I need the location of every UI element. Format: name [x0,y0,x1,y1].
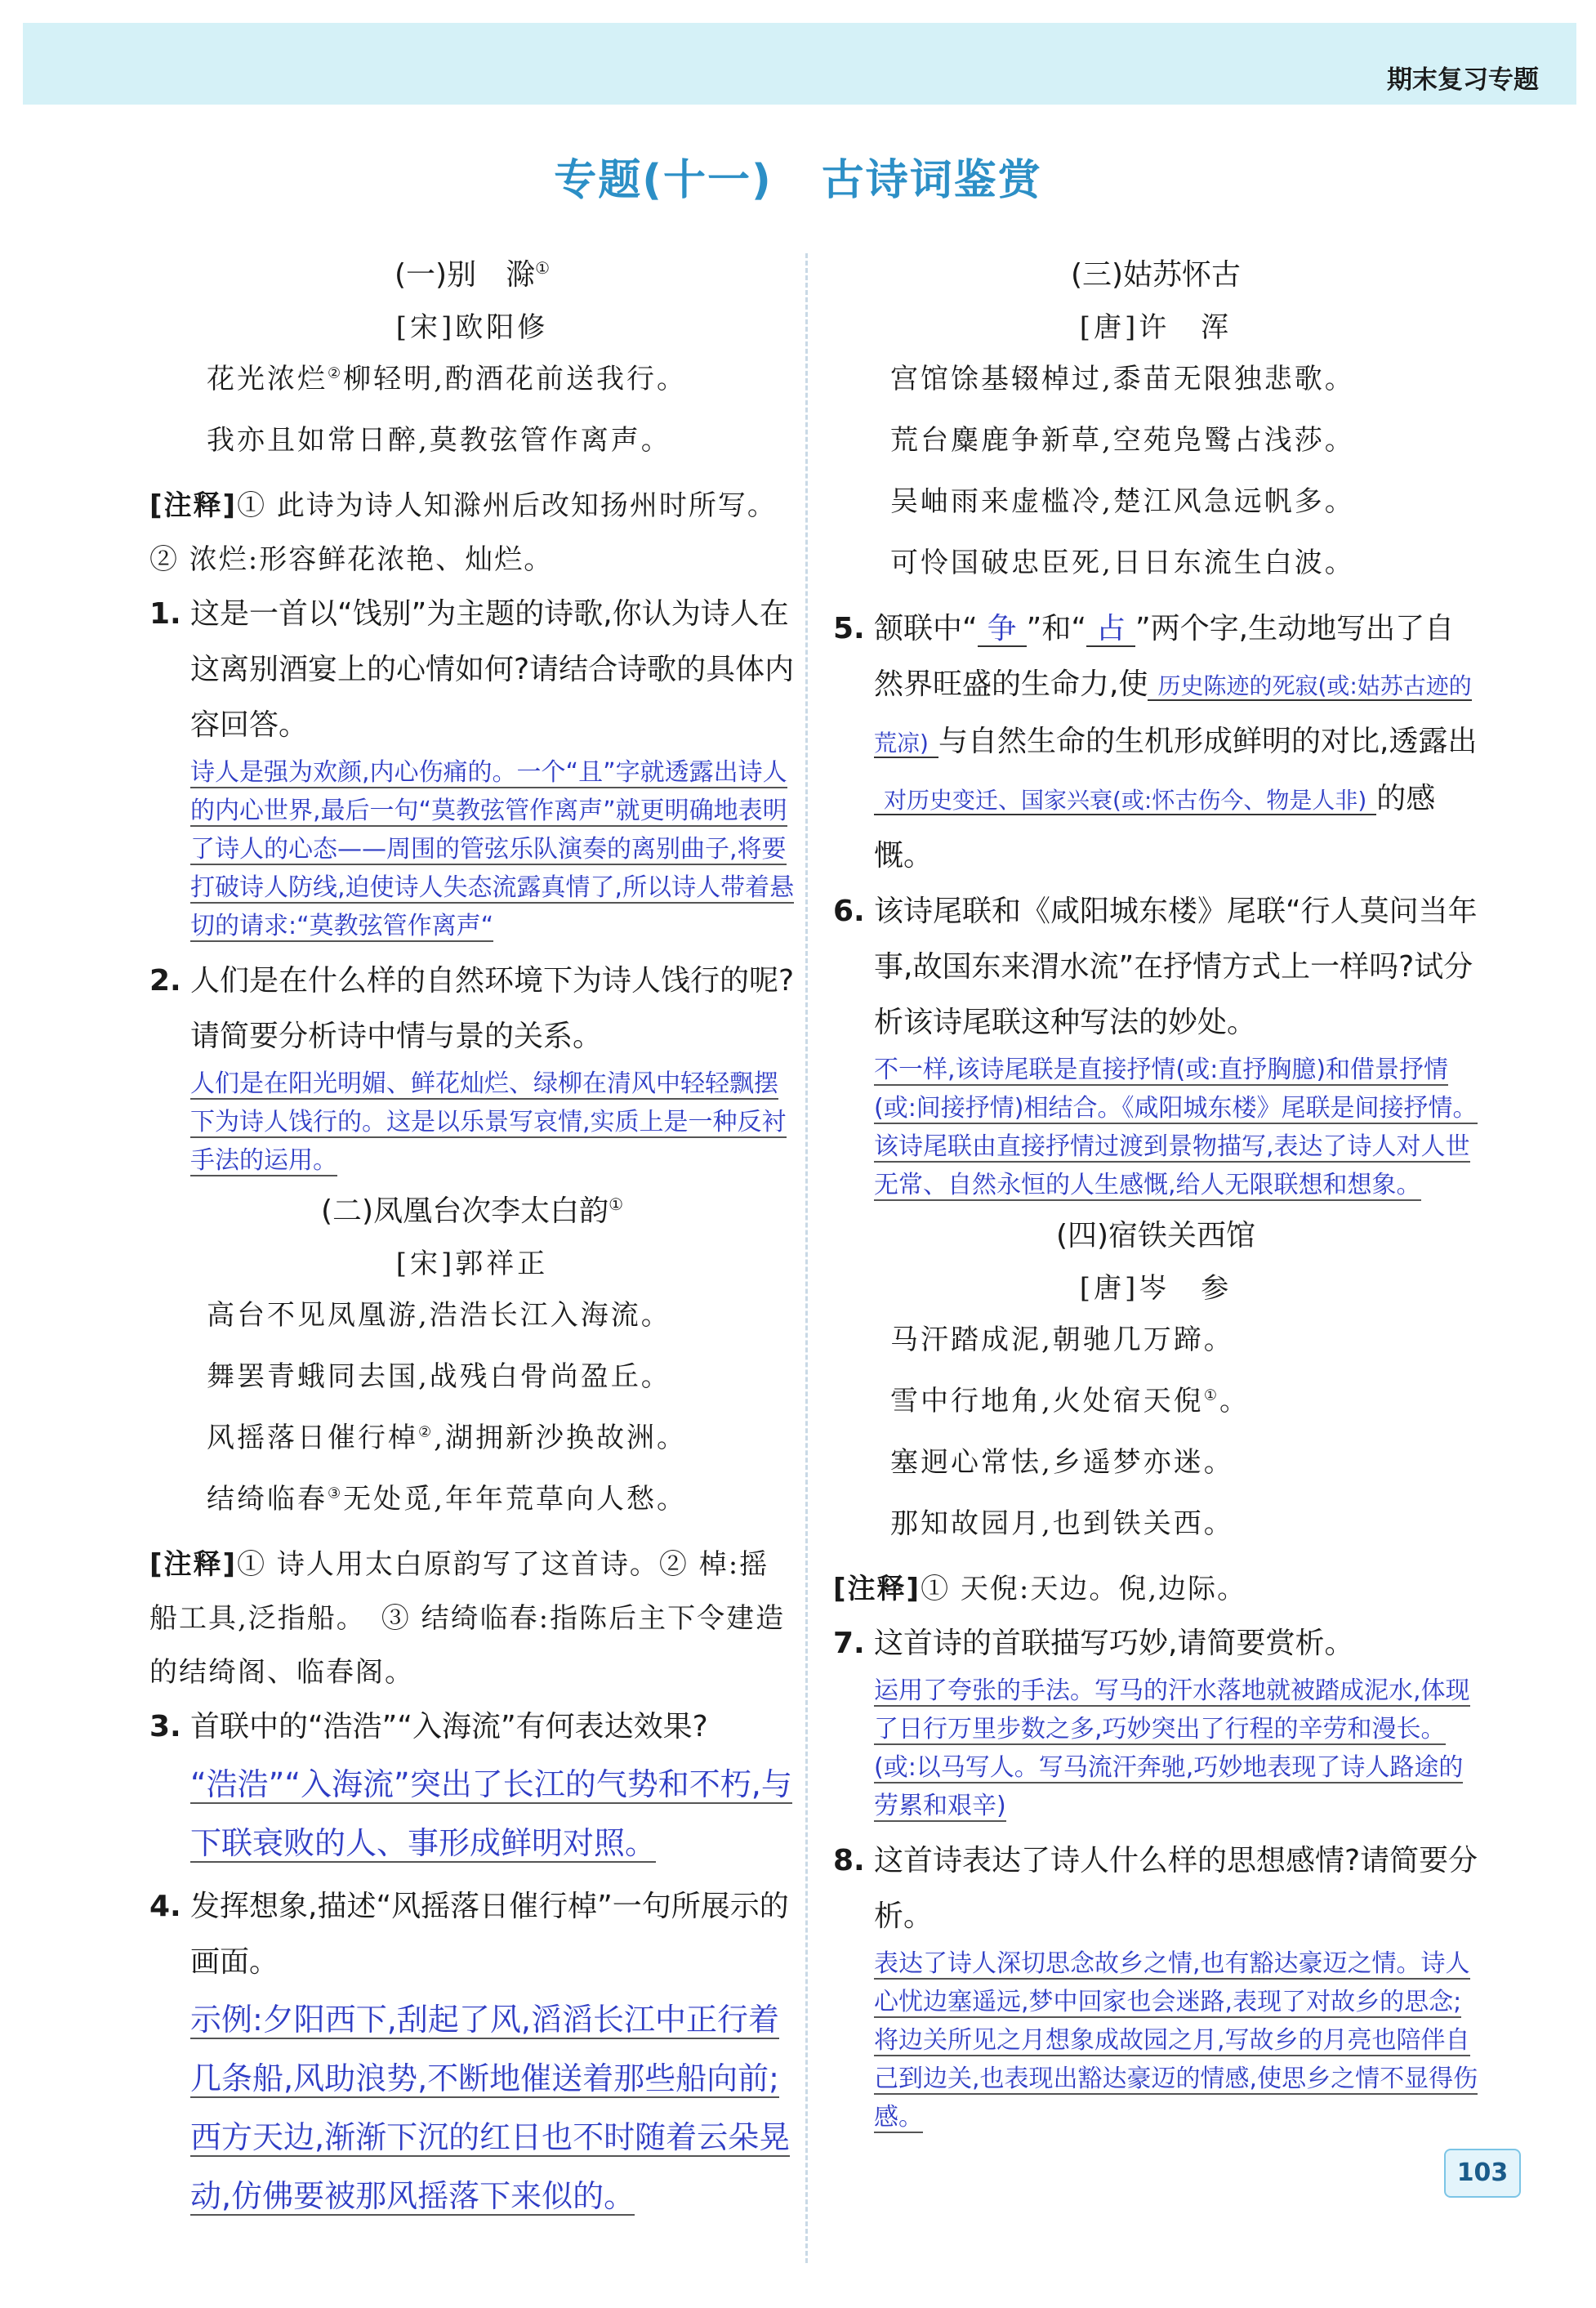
answer-8: 表达了诗人深切思念故乡之情,也有豁达豪迈之情。诗人心忧边塞遥远,梦中回家也会迷路,表现了对故乡的思念;将边关所见之月想象成故园之月,写故乡的月亮也陪伴自己到边关,也表现出豁达豪迈的情感,使思乡之情不显得伤感。 [874,1949,1478,2132]
poem4-title: (四)宿铁关西馆 [1055,1219,1256,1252]
poem2-line: 舞罢青蛾同去国,战残白骨尚盈丘。 [207,1360,671,1393]
question-2: 2. 人们是在什么样的自然环境下为诗人饯行的呢?请简要分析诗中情与景的关系。 [149,964,795,1053]
answer-6: 不一样,该诗尾联是直接抒情(或:直抒胸臆)和借景抒情(或:间接抒情)相结合。《咸阳城东楼》尾联是间接抒情。该诗尾联由直接抒情过渡到景物描写,表达了诗人对人世无常、自然永恒的人生感慨,给人无限联想和想象。 [874,1056,1478,1199]
question-4: 4. 发挥想象,描述“风摇落日催行棹”一句所展示的画面。 [149,1890,789,1979]
question-7: 7. 这首诗的首联描写巧妙,请简要赏析。 [833,1627,1354,1660]
blank-1: 争 [978,612,1027,647]
poem2-author: [宋]郭祥正 [395,1248,549,1280]
poem3-line: 宫馆馀基辍棹过,黍苗无限独悲歌。 [890,363,1355,395]
poem4-line: 塞迥心常怯,乡遥梦亦迷。 [890,1446,1234,1479]
poem3-line: 吴岫雨来虚槛冷,楚江风急远帆多。 [890,485,1355,518]
question-3: 3. 首联中的“浩浩”“入海流”有何表达效果? [149,1710,708,1743]
question-5: 5. 颔联中“ 争 ”和“ 占 ”两个字,生动地写出了自然界旺盛的生命力,使 历史陈迹的死寂(或:姑苏古迹的荒凉) 与自然生命的生机形成鲜明的对比,透露出对历史变迁、国家兴衰(或:怀古伤今、物是人非) 的感慨。 [833,612,1478,873]
poem3-line: 可怜国破忠臣死,日日东流生白波。 [890,547,1355,579]
right-column [833,245,1478,2145]
poem2-line: 风摇落日催行棹②,湖拥新沙换故洲。 [207,1422,687,1454]
answer-7: 运用了夸张的手法。写马的汗水落地就被踏成泥水,体现了日行万里步数之多,巧妙突出了行程的辛劳和漫长。(或:以马写人。写马流汗奔驰,巧妙地表现了诗人路途的劳累和艰辛) [874,1676,1470,1820]
page-title [0,145,1596,207]
poem3-title: (三)姑苏怀古 [1070,258,1242,292]
blank-4: 对历史变迁、国家兴衰(或:怀古伤今、物是人非) [874,787,1376,815]
title-main: 专题(十一) [554,156,773,205]
answer-3: “浩浩”“入海流”突出了长江的气势和不朽,与下联衰败的人、事形成鲜明对照。 [190,1766,792,1861]
answer-4: 示例:夕阳西下,刮起了风,滔滔长江中正行着几条船,风助浪势,不断地催送着那些船向前;西方天边,渐渐下沉的红日也不时随着云朵晃动,仿佛要被那风摇落下来似的。 [190,2002,791,2214]
poem2-line: 高台不见凤凰游,浩浩长江入海流。 [207,1299,671,1332]
poem3-author: [唐]许 浑 [1079,311,1233,344]
blank-2: 占 [1086,612,1135,647]
question-6: 6. 该诗尾联和《咸阳城东楼》尾联“行人莫问当年事,故国东来渭水流”在抒情方式上一样吗?试分析该诗尾联这种写法的妙处。 [833,895,1478,1039]
page-number: 103 [1444,2149,1521,2198]
blank-3: 历史陈迹的死寂(或:姑苏古迹的荒凉) [874,672,1472,757]
answer-2: 人们是在阳光明媚、鲜花灿烂、绿柳在清风中轻轻飘摆下为诗人饯行的。这是以乐景写哀情,实质上是一种反衬手法的运用。 [190,1069,787,1175]
column-divider [805,253,808,2263]
poem1-author: [宋]欧阳修 [395,311,549,344]
header-bar [23,23,1576,105]
question-1: 1. 这是一首以“饯别”为主题的诗歌,你认为诗人在这离别酒宴上的心情如何?请结合诗歌的具体内容回答。 [149,597,795,742]
poem1-line: 我亦且如常日醉,莫教弦管作离声。 [207,424,671,457]
poem2-line: 结绮临春③无处觅,年年荒草向人愁。 [207,1483,687,1516]
poem1-title: (一)别 滁① [394,258,551,292]
poem2-note: [注释]① 诗人用太白原韵写了这首诗。② 棹:摇船工具,泛指船。 ③ 结绮临春:指陈后主下令建造的结绮阁、临春阁。 [149,1548,786,1689]
answer-1: 诗人是强为欢颜,内心伤痛的。一个“且”字就透露出诗人的内心世界,最后一句“莫教弦管作离声”就更明确地表明了诗人的心态——周围的管弦乐队演奏的离别曲子,将要打破诗人防线,迫使诗人失态流露真情了,所以诗人带着悬切的请求:“莫教弦管作离声“ [190,758,795,940]
poem1-line: 花光浓烂②柳轻明,酌酒花前送我行。 [207,363,687,395]
left-column [149,245,795,2232]
poem2-title: (二)凤凰台次李太白韵① [320,1194,624,1228]
question-8: 8. 这首诗表达了诗人什么样的思想感情?请简要分析。 [833,1844,1478,1933]
poem1-note: [注释]① 此诗为诗人知滁州后改知扬州时所写。 ② 浓烂:形容鲜花浓艳、灿烂。 [149,489,792,576]
poem4-line: 马汗踏成泥,朝驰几万蹄。 [890,1324,1234,1356]
poem4-line: 那知故园月,也到铁关西。 [890,1507,1234,1540]
poem4-author: [唐]岑 参 [1079,1272,1233,1305]
header-label: 期末复习专题 [1387,65,1539,95]
poem4-note: [注释]① 天倪:天边。倪,边际。 [833,1573,1247,1605]
title-sub: 古诗词鉴赏 [821,156,1042,205]
poem4-line: 雪中行地角,火处宿天倪①。 [890,1385,1250,1417]
poem3-line: 荒台麋鹿争新草,空苑凫鹥占浅莎。 [890,424,1355,457]
